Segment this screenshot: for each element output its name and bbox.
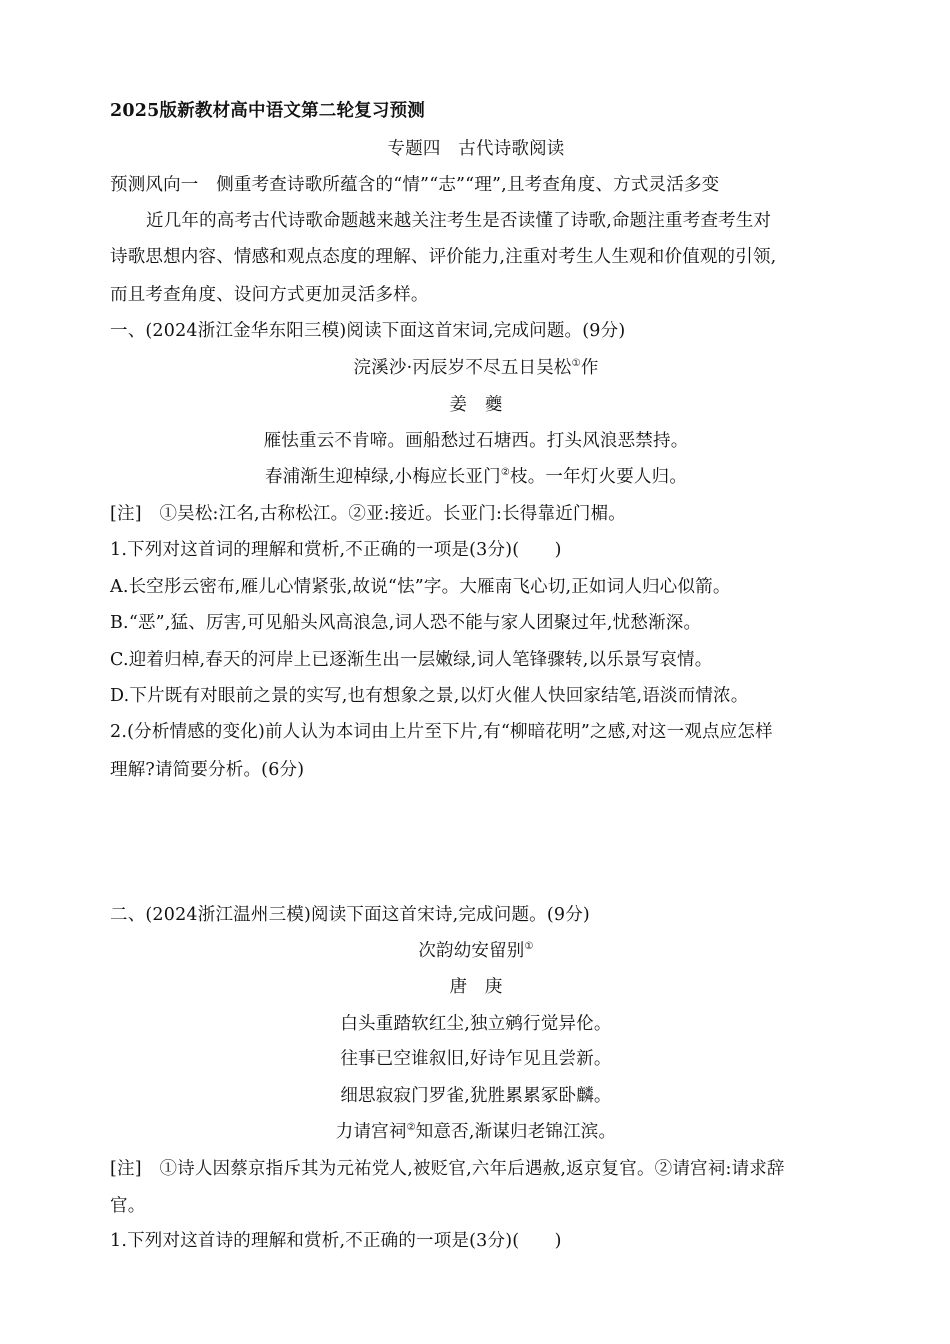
intro-paragraph-line: 近几年的高考古代诗歌命题越来越关注考生是否读懂了诗歌,命题注重考查考生对 bbox=[146, 211, 772, 231]
poem-one-title bbox=[110, 356, 842, 380]
question-one: 1.下列对这首词的理解和赏析,不正确的一项是(3分)( ) bbox=[110, 540, 562, 560]
poem-two-author: 唐 庚 bbox=[449, 977, 503, 997]
poem-one-note: [注] ①吴松:江名,古称松江。②亚:接近。长亚门:长得靠近门楣。 bbox=[110, 504, 627, 524]
option-a: A.长空彤云密布,雁儿心情紧张,故说“怯”字。大雁南飞心切,正如词人归心似箭。 bbox=[110, 577, 731, 597]
poem-two-verse: 白头重踏软红尘,独立鹓行觉异伦。 bbox=[340, 1014, 612, 1034]
section-one-heading: 一、(2024浙江金华东阳三模)阅读下面这首宋词,完成问题。(9分) bbox=[110, 321, 626, 341]
document-title: 2025版新教材高中语文第二轮复习预测 bbox=[110, 101, 426, 121]
poem-two-verse: 细思寂寂门罗雀,犹胜累累冢卧麟。 bbox=[340, 1086, 612, 1106]
intro-paragraph-line: 诗歌思想内容、情感和观点态度的理解、评价能力,注重对考生人生观和价值观的引领, bbox=[110, 247, 777, 267]
poem-one-author: 姜 夔 bbox=[449, 395, 503, 415]
poem-two-verse bbox=[110, 1120, 842, 1144]
topic-title: 专题四 古代诗歌阅读 bbox=[387, 139, 565, 159]
verse-text: 知意否,渐谋归老锦江滨。 bbox=[415, 1122, 617, 1142]
intro-paragraph-line: 而且考查角度、设问方式更加灵活多样。 bbox=[110, 285, 429, 305]
poem-two-note: 官。 bbox=[110, 1196, 146, 1216]
poem-two-title bbox=[110, 939, 842, 963]
verse-text: 枝。一年灯火要人归。 bbox=[510, 467, 688, 487]
verse-text: 春浦渐生迎棹绿,小梅应长亚门 bbox=[264, 467, 501, 487]
option-d: D.下片既有对眼前之景的实写,也有想象之景,以灯火催人快回家结笔,语淡而情浓。 bbox=[110, 686, 749, 706]
poem-one-title-text: 浣溪沙·丙辰岁不尽五日吴松 bbox=[353, 358, 572, 378]
option-c: C.迎着归棹,春天的河岸上已逐渐生出一层嫩绿,词人笔锋骤转,以乐景写哀情。 bbox=[110, 650, 713, 670]
poem-one-title-tail: 作 bbox=[580, 358, 599, 378]
footnote-mark: ② bbox=[500, 467, 511, 479]
question-two: 理解?请简要分析。(6分) bbox=[110, 760, 305, 780]
poem-one-verse: 雁怯重云不肯啼。画船愁过石塘西。打头风浪恶禁持。 bbox=[263, 431, 689, 451]
section-two-heading: 二、(2024浙江温州三模)阅读下面这首宋诗,完成问题。(9分) bbox=[110, 905, 590, 925]
prediction-direction: 预测风向一 侧重考查诗歌所蕴含的“情”“志”“理”,且考查角度、方式灵活多变 bbox=[110, 175, 720, 195]
question-two: 2.(分析情感的变化)前人认为本词由上片至下片,有“柳暗花明”之感,对这一观点应怎样 bbox=[110, 722, 773, 742]
footnote-mark: ① bbox=[571, 358, 581, 370]
poem-one-verse bbox=[110, 465, 842, 489]
footnote-mark: ① bbox=[524, 941, 534, 953]
poem-two-note: [注] ①诗人因蔡京指斥其为元祐党人,被贬官,六年后遇赦,返京复官。②请宫祠:请求辞 bbox=[110, 1159, 785, 1179]
footnote-mark: ② bbox=[406, 1122, 416, 1134]
option-b: B.“恶”,猛、厉害,可见船头风高浪急,词人恐不能与家人团聚过年,忧愁渐深。 bbox=[110, 613, 702, 633]
question-one: 1.下列对这首诗的理解和赏析,不正确的一项是(3分)( ) bbox=[110, 1231, 562, 1251]
poem-two-verse: 往事已空谁叙旧,好诗乍见且尝新。 bbox=[340, 1049, 612, 1069]
poem-two-title-text: 次韵幼安留别 bbox=[418, 941, 525, 961]
verse-text: 力请宫祠 bbox=[335, 1122, 407, 1142]
